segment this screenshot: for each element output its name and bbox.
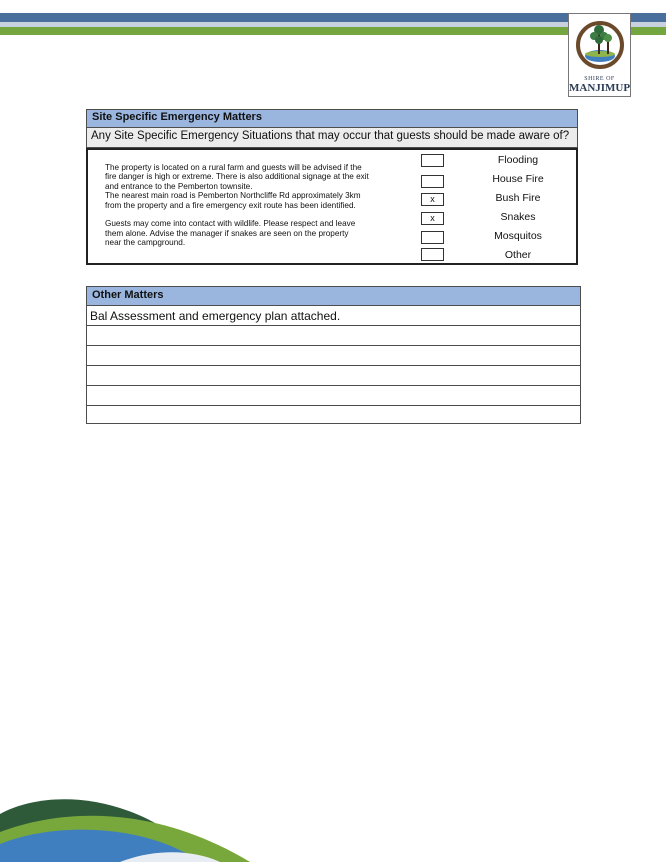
checkbox-bush-fire[interactable]: x xyxy=(421,193,444,206)
other-matters-header: Other Matters xyxy=(86,286,581,306)
footer-swoosh xyxy=(0,792,280,862)
other-matters-row[interactable] xyxy=(86,406,581,424)
other-matters-row[interactable] xyxy=(86,326,581,346)
header-band-blue xyxy=(0,13,666,22)
shire-logo xyxy=(568,13,631,97)
checkbox-house-fire[interactable] xyxy=(421,175,444,188)
other-matters-row[interactable]: Bal Assessment and emergency plan attached. xyxy=(86,306,581,326)
site-specific-question: Any Site Specific Emergency Situations that may occur that guests should be made aware of? xyxy=(86,128,578,148)
checkbox-flooding[interactable] xyxy=(421,154,444,167)
other-matters-row[interactable] xyxy=(86,366,581,386)
paragraph-main-road: The nearest main road is Pemberton Northcliffe Rd approximately 3km from the property and a fire emergency exit route has been identified. xyxy=(105,191,361,210)
label-snakes: Snakes xyxy=(500,211,536,223)
label-mosquitos: Mosquitos xyxy=(494,230,542,242)
paragraph-fire-danger: The property is located on a rural farm and guests will be advised if the fire danger is high or extreme. There is also additional signage at the exit and entrance to the Pemberton townsite. xyxy=(105,163,369,191)
header-band-green xyxy=(0,27,666,35)
paragraph-wildlife: Guests may come into contact with wildlife. Please respect and leave them alone. Advise the manager if snakes are seen on the property near the campground. xyxy=(105,219,356,247)
logo-line2: MANJIMUP xyxy=(569,82,631,94)
checkbox-snakes[interactable]: x xyxy=(421,212,444,225)
checkbox-other[interactable] xyxy=(421,248,444,261)
label-house-fire: House Fire xyxy=(492,173,544,185)
logo-line1: SHIRE OF xyxy=(584,76,615,82)
tree-emblem-icon xyxy=(569,14,632,76)
other-matters-row[interactable] xyxy=(86,386,581,406)
label-bush-fire: Bush Fire xyxy=(495,192,541,204)
site-specific-body xyxy=(86,148,578,265)
checkbox-mosquitos[interactable] xyxy=(421,231,444,244)
site-specific-text xyxy=(105,163,425,247)
site-specific-header: Site Specific Emergency Matters xyxy=(86,109,578,128)
label-other: Other xyxy=(504,249,532,261)
other-matters-row[interactable] xyxy=(86,346,581,366)
label-flooding: Flooding xyxy=(497,154,539,166)
